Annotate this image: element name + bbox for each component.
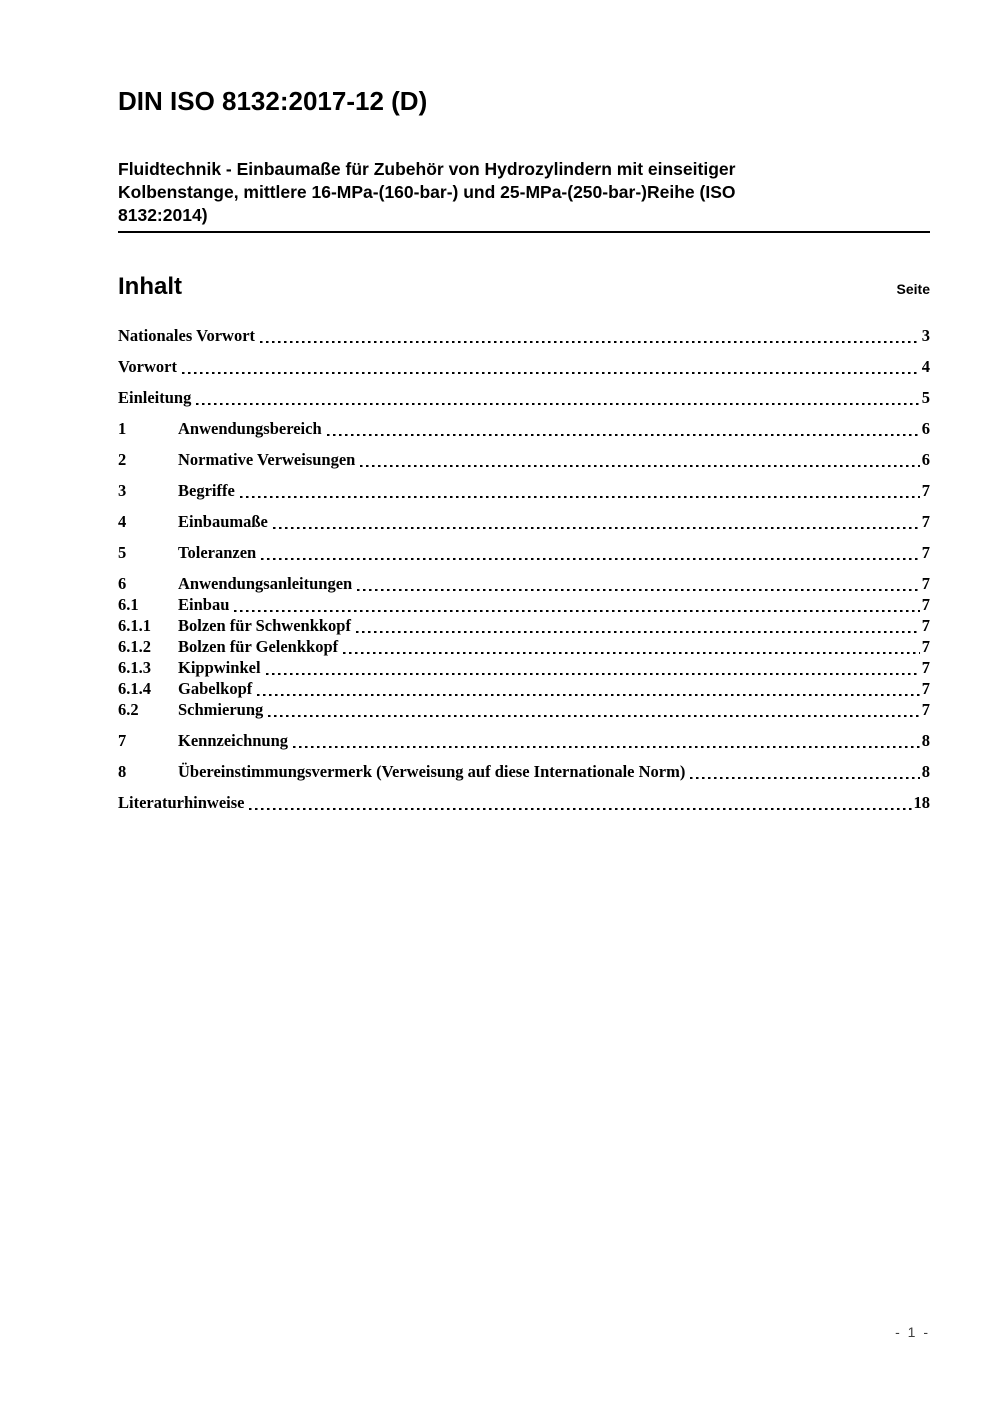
toc-dot-leader: [356, 631, 920, 633]
toc-entry-number: 6: [118, 574, 127, 593]
toc-entry-title: Kippwinkel: [178, 658, 261, 677]
toc-dot-leader: [266, 673, 920, 675]
toc-entry-title: Toleranzen: [178, 543, 257, 562]
toc-dot-leader: [182, 372, 920, 374]
toc-row: [118, 451, 930, 469]
toc-entry-page: 7: [921, 512, 930, 531]
toc-entry-page: 8: [921, 731, 930, 750]
doc-title: [118, 158, 930, 227]
toc-entry-title: Gabelkopf: [178, 679, 253, 698]
toc-entry-number: 6.1: [118, 595, 139, 614]
toc-dot-leader: [260, 341, 920, 343]
toc-entry-title: Einbau: [178, 595, 230, 614]
toc-entry-number: 6.1.1: [118, 616, 151, 635]
toc-dot-leader: [261, 558, 920, 560]
toc-entry-title: Schmierung: [178, 700, 264, 719]
toc-dot-leader: [268, 715, 919, 717]
toc-dot-leader: [293, 746, 920, 748]
toc-entry-page: 7: [921, 679, 930, 698]
doc-number-heading: DIN ISO 8132:2017-12 (D): [118, 86, 428, 116]
toc-dot-leader: [234, 610, 919, 612]
toc-entry-number: 7: [118, 731, 127, 750]
toc-entry-page: 18: [913, 793, 930, 812]
toc-entry-number: 6.1.2: [118, 637, 151, 656]
page-content: [118, 86, 930, 812]
toc-entry-title: Anwendungsanleitungen: [178, 574, 353, 593]
toc-row: [118, 617, 930, 635]
toc-entry-page: 7: [921, 574, 930, 593]
toc-row: [118, 763, 930, 781]
toc-dot-leader: [690, 777, 919, 779]
toc-entry-page: 7: [921, 700, 930, 719]
toc-entry-number: 6.2: [118, 700, 139, 719]
toc-entry-title: Normative Verweisungen: [178, 450, 356, 469]
toc-entry-page: 7: [921, 616, 930, 635]
toc-entry-title: Literaturhinweise: [118, 793, 245, 812]
toc-entry-page: 7: [921, 595, 930, 614]
toc-entry-number: 6.1.4: [118, 679, 151, 698]
toc-row: [118, 680, 930, 698]
header-divider: [118, 231, 930, 233]
toc-entry-page: 6: [921, 419, 930, 438]
toc-row: [118, 389, 930, 407]
toc-dot-leader: [327, 434, 920, 436]
toc-row: [118, 794, 930, 812]
toc-entry-title: Kennzeichnung: [178, 731, 289, 750]
toc-row: [118, 513, 930, 531]
toc-entry-title: Übereinstimmungsvermerk (Verweisung auf diese Internationale Norm): [178, 762, 686, 781]
toc-row: [118, 358, 930, 376]
toc-entry-number: 4: [118, 512, 127, 531]
toc-entry-title: Begriffe: [178, 481, 235, 500]
doc-title-line: 8132:2014): [118, 205, 208, 225]
toc-dot-leader: [357, 589, 920, 591]
toc-entry-number: 5: [118, 543, 127, 562]
toc-entry-title: Vorwort: [118, 357, 177, 376]
toc-dot-leader: [196, 403, 919, 405]
toc-dot-leader: [249, 808, 911, 810]
toc-row: [118, 638, 930, 656]
toc-entry-page: 3: [921, 326, 930, 345]
toc-entry-title: Nationales Vorwort: [118, 326, 256, 345]
toc-dot-leader: [360, 465, 919, 467]
toc-entry-number: 3: [118, 481, 127, 500]
toc-entry-number: 2: [118, 450, 127, 469]
toc-heading: Inhalt: [118, 273, 182, 300]
toc-entry-title: Anwendungsbereich: [178, 419, 322, 438]
toc-entry-page: 7: [921, 637, 930, 656]
toc-page-column-label: Seite: [896, 281, 930, 297]
toc-row: [118, 544, 930, 562]
toc-entry-page: 7: [921, 658, 930, 677]
toc-dot-leader: [273, 527, 920, 529]
toc-entry-page: 7: [921, 543, 930, 562]
toc-row: [118, 327, 930, 345]
toc-list: [118, 327, 930, 812]
toc-row: [118, 482, 930, 500]
toc-entry-page: 5: [921, 388, 930, 407]
toc-entry-page: 7: [921, 481, 930, 500]
toc-row: [118, 659, 930, 677]
toc-row: [118, 732, 930, 750]
toc-row: [118, 596, 930, 614]
toc-entry-page: 6: [921, 450, 930, 469]
toc-row: [118, 420, 930, 438]
toc-entry-page: 4: [921, 357, 930, 376]
toc-entry-number: 8: [118, 762, 127, 781]
doc-title-line: Fluidtechnik - Einbaumaße für Zubehör von Hydrozylindern mit einseitiger: [118, 159, 736, 179]
toc-row: [118, 575, 930, 593]
toc-entry-title: Bolzen für Gelenkkopf: [178, 637, 339, 656]
toc-entry-title: Einleitung: [118, 388, 192, 407]
toc-entry-number: 6.1.3: [118, 658, 151, 677]
toc-entry-number: 1: [118, 419, 127, 438]
toc-dot-leader: [257, 694, 919, 696]
toc-row: [118, 701, 930, 719]
toc-header: [118, 273, 930, 301]
toc-entry-title: Einbaumaße: [178, 512, 268, 531]
toc-entry-title: Bolzen für Schwenkkopf: [178, 616, 351, 635]
toc-dot-leader: [343, 652, 920, 654]
toc-entry-page: 8: [921, 762, 930, 781]
page-number-footer: - 1 -: [895, 1324, 930, 1340]
toc-dot-leader: [240, 496, 920, 498]
doc-title-line: Kolbenstange, mittlere 16-MPa-(160-bar-) und 25-MPa-(250-bar-)Reihe (ISO: [118, 182, 736, 202]
